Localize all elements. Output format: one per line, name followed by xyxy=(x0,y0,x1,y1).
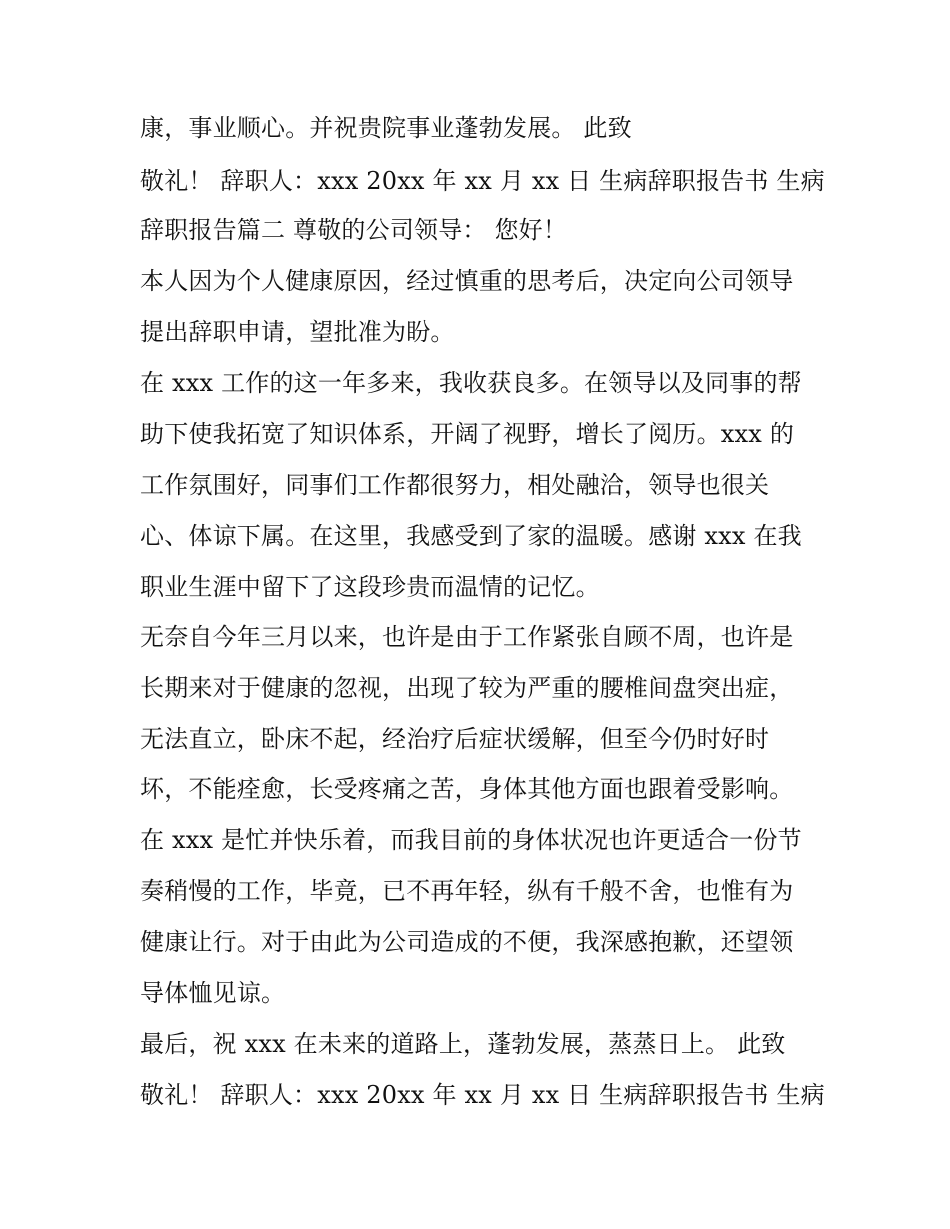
text-line: 最后，祝 xxx 在未来的道路上，蓬勃发展，蒸蒸日上。 此致 xyxy=(140,1030,786,1058)
text-line: 长期来对于健康的忽视，出现了较为严重的腰椎间盘突出症， xyxy=(140,674,794,702)
text-line: 工作氛围好，同事们工作都很努力，相处融洽，领导也很关 xyxy=(140,471,770,499)
text-line: 助下使我拓宽了知识体系，开阔了视野，增长了阅历。xxx 的 xyxy=(140,420,795,448)
text-line: 无奈自今年三月以来，也许是由于工作紧张自顾不周，也许是 xyxy=(140,623,794,651)
text-line: 本人因为个人健康原因，经过慎重的思考后，决定向公司领导 xyxy=(140,267,794,295)
text-line: 在 xxx 是忙并快乐着，而我目前的身体状况也许更适合一份节 xyxy=(140,826,802,854)
text-line: 健康让行。对于由此为公司造成的不便，我深感抱歉，还望领 xyxy=(140,928,794,956)
text-line: 敬礼！ 辞职人：xxx 20xx 年 xx 月 xx 日 生病辞职报告书 生病 xyxy=(140,1081,825,1109)
text-line: 辞职报告篇二 尊敬的公司领导： 您好！ xyxy=(140,216,568,244)
text-line: 职业生涯中留下了这段珍贵而温情的记忆。 xyxy=(140,573,600,601)
text-line: 坏，不能痊愈，长受疼痛之苦，身体其他方面也跟着受影响。 xyxy=(140,775,794,803)
text-line: 提出辞职申请，望批准为盼。 xyxy=(140,318,455,346)
text-line: 在 xxx 工作的这一年多来，我收获良多。在领导以及同事的帮 xyxy=(140,369,802,397)
text-line: 无法直立，卧床不起，经治疗后症状缓解，但至今仍时好时 xyxy=(140,725,770,753)
text-line: 奏稍慢的工作，毕竟，已不再年轻，纵有千般不舍，也惟有为 xyxy=(140,877,794,905)
text-line: 心、体谅下属。在这里，我感受到了家的温暖。感谢 xxx 在我 xyxy=(140,522,802,550)
text-line: 康，事业顺心。并祝贵院事业蓬勃发展。 此致 xyxy=(140,114,632,142)
text-line: 敬礼！ 辞职人：xxx 20xx 年 xx 月 xx 日 生病辞职报告书 生病 xyxy=(140,167,825,195)
text-line: 导体恤见谅。 xyxy=(140,979,286,1007)
